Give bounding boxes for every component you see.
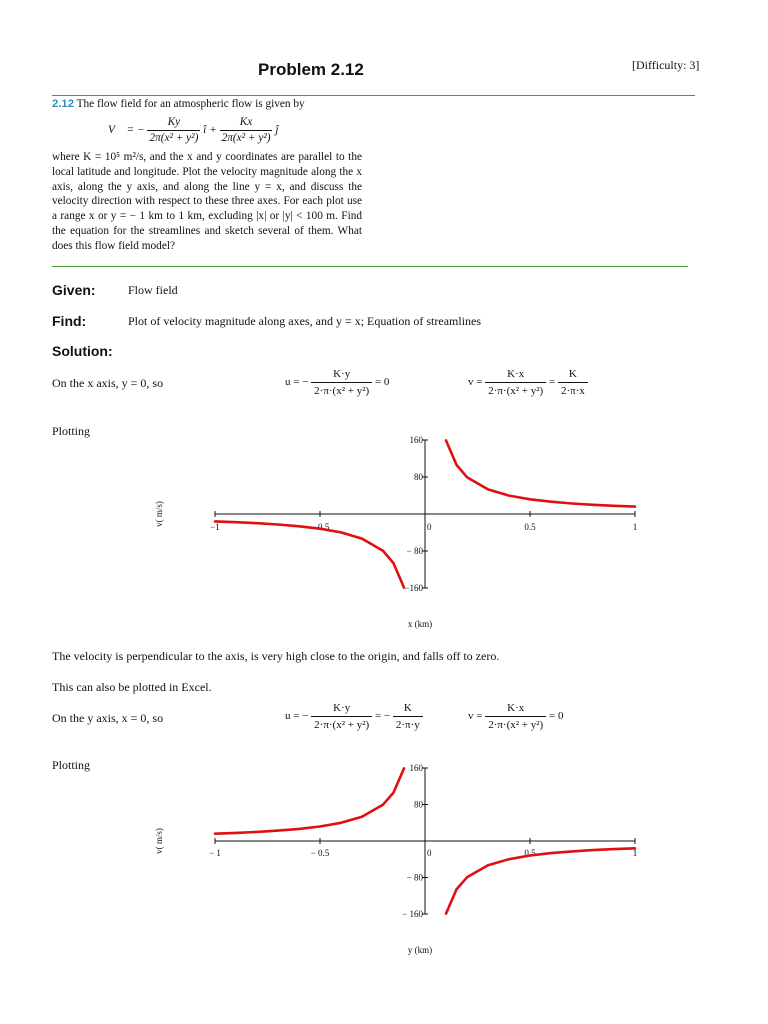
v-denominator: 2·π·(x² + y²) bbox=[488, 719, 544, 731]
v-rhs: = 0 bbox=[548, 710, 564, 723]
y-axis-label: v( m/s) bbox=[154, 828, 164, 854]
x-tick-label: 0 bbox=[427, 522, 432, 532]
x-tick-label: 1 bbox=[632, 848, 638, 858]
term1-denominator: 2π(x² + y²) bbox=[149, 131, 199, 144]
v-equals: = bbox=[548, 376, 556, 389]
v-lhs: v = bbox=[468, 710, 483, 723]
v-numerator: K·x bbox=[485, 368, 546, 383]
y-tick-label: − 80 bbox=[406, 872, 423, 883]
x-axis-intro: On the x axis, y = 0, so bbox=[52, 376, 164, 390]
unit-j: ĵ bbox=[275, 123, 279, 136]
y-tick-label: 80 bbox=[414, 799, 423, 810]
y-axis-label: v( m/s) bbox=[154, 501, 164, 527]
find-label: Find: bbox=[52, 313, 87, 329]
v-numerator: K·x bbox=[485, 702, 546, 717]
problem-number: 2.12 bbox=[52, 98, 74, 110]
u-numerator: K·y bbox=[311, 368, 372, 383]
y-plotting-label: Plotting bbox=[52, 758, 91, 772]
unit-i: î + bbox=[203, 123, 217, 136]
x-tick-label: 1 bbox=[632, 522, 638, 532]
solution-label: Solution: bbox=[52, 343, 113, 359]
y-tick-label: − 80 bbox=[406, 546, 423, 556]
problem-text: where K = 10⁵ m²/s, and the x and y coordinates are parallel to the local latitude and longitude. Plot the velocity magnitude along the x axis, along the y axis, and along the line y = x, and discuss the velocity direction with respect to these three axes. For each plot use a range x or y = − 1 km to 1 km, excluding |x| or |y| < 100 m. Find the equation for the streamlines and sketch several of them. What does this flow field model? bbox=[52, 150, 362, 253]
x-axis-label: y (km) bbox=[407, 945, 433, 955]
x-plotting-label: Plotting bbox=[52, 424, 91, 438]
u-simplified-denominator: 2·π·y bbox=[395, 719, 420, 731]
u-numerator: K·y bbox=[311, 702, 372, 717]
page-title: Problem 2.12 bbox=[258, 60, 364, 79]
u-rhs: = 0 bbox=[374, 376, 390, 389]
y-tick-label: −160 bbox=[404, 583, 423, 593]
find-value: Plot of velocity magnitude along axes, and y = x; Equation of streamlines bbox=[128, 314, 482, 328]
v-lhs: v = bbox=[468, 376, 483, 389]
term1-numerator: Ky bbox=[147, 115, 200, 131]
u-lhs: u = − bbox=[285, 710, 309, 723]
v-simplified-numerator: K bbox=[558, 368, 588, 383]
velocity-curve bbox=[446, 848, 635, 913]
x-tick-label: −1 bbox=[210, 522, 220, 532]
u-simplified-numerator: K bbox=[393, 702, 423, 717]
excel-note: This can also be plotted in Excel. bbox=[52, 680, 212, 694]
x-tick-label: − 0.5 bbox=[310, 522, 330, 532]
term2-denominator: 2π(x² + y²) bbox=[221, 131, 271, 144]
x-axis-label: x (km) bbox=[407, 619, 433, 629]
given-value: Flow field bbox=[128, 283, 178, 297]
difficulty-label: [Difficulty: 3] bbox=[632, 58, 700, 72]
term2-numerator: Kx bbox=[220, 115, 273, 131]
x-tick-label: 0.5 bbox=[524, 522, 536, 532]
u-lhs: u = − bbox=[285, 376, 309, 389]
problem-intro: The flow field for an atmospheric flow is given by bbox=[76, 98, 305, 110]
y-axis-intro: On the y axis, x = 0, so bbox=[52, 711, 164, 725]
x-tick-label: 0.5 bbox=[524, 848, 536, 858]
u-denominator: 2·π·(x² + y²) bbox=[314, 385, 370, 397]
v-simplified-denominator: 2·π·x bbox=[560, 385, 585, 397]
x-tick-label: − 1 bbox=[209, 848, 221, 858]
y-tick-label: − 160 bbox=[402, 909, 423, 919]
x-conclusion: The velocity is perpendicular to the axis, is very high close to the origin, and falls off to zero. bbox=[52, 649, 500, 663]
y-tick-label: 160 bbox=[409, 435, 423, 445]
u-denominator: 2·π·(x² + y²) bbox=[314, 719, 370, 731]
u-equals: = − bbox=[374, 710, 391, 723]
y-tick-label: 80 bbox=[414, 472, 423, 482]
v-denominator: 2·π·(x² + y²) bbox=[488, 385, 544, 397]
y-tick-label: 160 bbox=[409, 763, 423, 773]
given-label: Given: bbox=[52, 282, 96, 298]
x-tick-label: − 0.5 bbox=[310, 848, 330, 858]
x-tick-label: 0 bbox=[427, 848, 432, 858]
velocity-lhs: V⃗ = − bbox=[108, 123, 145, 136]
velocity-curve bbox=[215, 768, 404, 833]
